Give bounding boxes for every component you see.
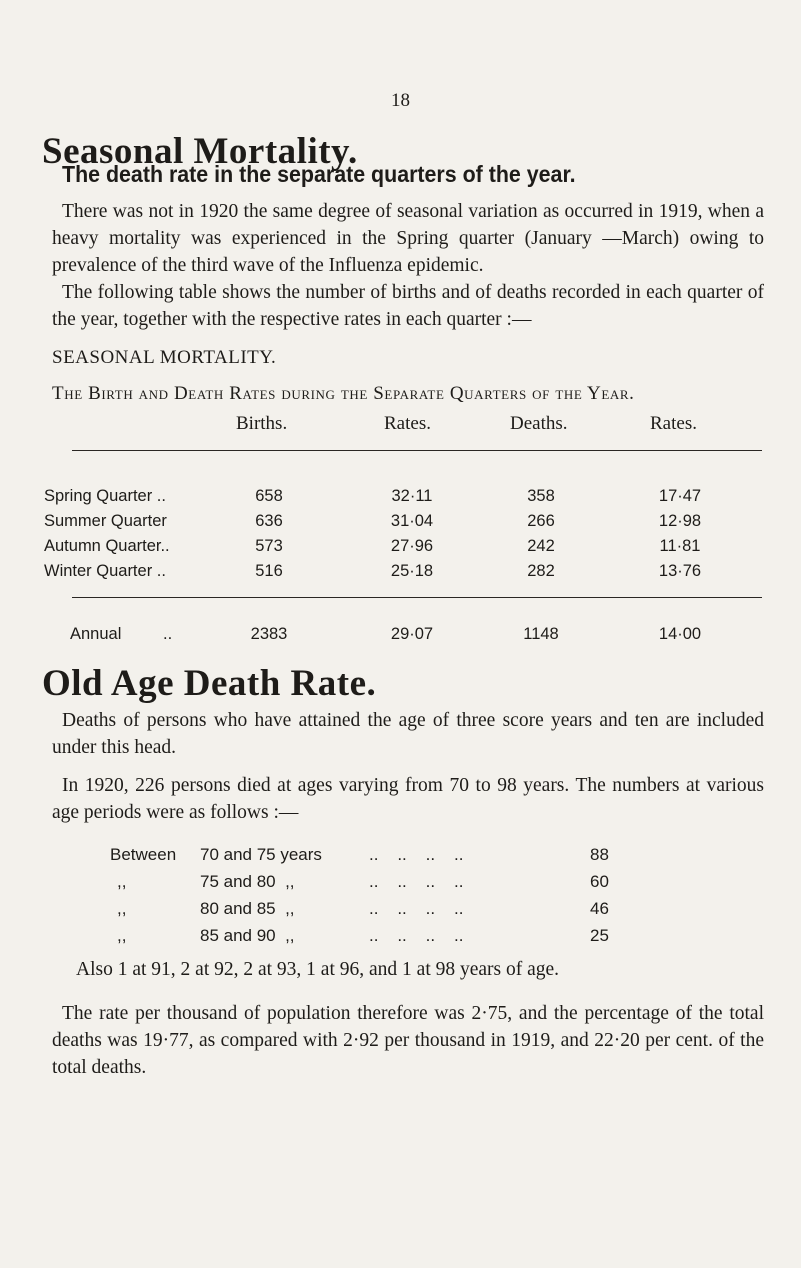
age-range: 75 and 80 ,, — [200, 872, 295, 891]
deaths-cell: 242 — [527, 537, 555, 555]
births-cell: 516 — [255, 562, 283, 580]
leader-dots: .. .. .. .. — [369, 926, 464, 945]
row-label: Spring Quarter .. — [44, 487, 166, 505]
paragraph-table-intro: The following table shows the number of births and of deaths recorded in each quarter of the year, together with the respective rates in each quarter :— — [52, 282, 764, 330]
paragraph-rate-summary: The rate per thousand of population therefore was 2·75, and the percentage of the total deaths was 19·77, as compared with 2·92 per thousand in 1919, and 22·20 per cent. of the total deaths. — [52, 1003, 764, 1078]
total-births: 2383 — [250, 625, 288, 643]
age-range: 80 and 85 ,, — [200, 899, 295, 918]
age-count: 88 — [590, 845, 609, 864]
section-title-seasonal-mortality: Seasonal Mortality. — [42, 131, 358, 172]
deaths-cell: 266 — [527, 512, 555, 530]
deaths-cell: 358 — [527, 487, 555, 505]
age-count: 25 — [590, 926, 609, 945]
age-count: 60 — [590, 872, 609, 891]
column-header-birth-rates: Rates. — [384, 413, 431, 434]
age-range: 85 and 90 ,, — [200, 926, 295, 945]
leader-dots: .. .. .. .. — [369, 872, 464, 891]
death-rate-cell: 11·81 — [659, 537, 701, 555]
section-title-old-age-death-rate: Old Age Death Rate. — [42, 663, 377, 704]
leader-dots: .. .. .. .. — [369, 899, 464, 918]
births-cell: 636 — [255, 512, 283, 530]
age-prefix: ,, — [117, 926, 127, 945]
table-rule-bottom — [72, 597, 762, 598]
age-prefix: ,, — [117, 899, 127, 918]
total-label: Annual — [70, 625, 122, 643]
table-rule-top — [72, 450, 762, 451]
row-label: Autumn Quarter.. — [44, 537, 170, 555]
section-subtitle: The death rate in the separate quarters of the year. — [62, 161, 576, 187]
table-caption: The Birth and Death Rates during the Separate Quarters of the Year. — [52, 383, 635, 404]
age-count: 46 — [590, 899, 609, 918]
death-rate-cell: 13·76 — [658, 562, 702, 580]
age-prefix: ,, — [117, 872, 127, 891]
row-label: Winter Quarter .. — [44, 562, 166, 580]
total-dots: .. — [163, 625, 173, 643]
table-title: SEASONAL MORTALITY. — [52, 347, 277, 368]
deaths-cell: 282 — [527, 562, 555, 580]
paragraph-age-periods-intro: In 1920, 226 persons died at ages varying from 70 to 98 years. The numbers at various age periods were as follows :— — [52, 775, 764, 823]
also-ages-line: Also 1 at 91, 2 at 92, 2 at 93, 1 at 96, and 1 at 98 years of age. — [76, 959, 560, 980]
column-header-births: Births. — [236, 413, 288, 434]
birth-rate-cell: 32·11 — [391, 487, 433, 505]
birth-rate-cell: 27·96 — [390, 537, 434, 555]
row-label: Summer Quarter — [44, 512, 167, 530]
page-number: 18 — [391, 90, 410, 111]
leader-dots: .. .. .. .. — [369, 845, 464, 864]
column-header-death-rates: Rates. — [650, 413, 697, 434]
age-prefix: Between — [110, 845, 177, 864]
birth-rate-cell: 25·18 — [390, 562, 434, 580]
births-cell: 658 — [255, 487, 283, 505]
age-range: 70 and 75 years — [200, 845, 322, 864]
paragraph-old-age-definition: Deaths of persons who have attained the age of three score years and ten are included under this head. — [52, 710, 764, 758]
births-cell: 573 — [255, 537, 283, 555]
death-rate-cell: 17·47 — [658, 487, 702, 505]
total-death-rate: 14·00 — [658, 625, 702, 643]
total-birth-rate: 29·07 — [390, 625, 434, 643]
column-header-deaths: Deaths. — [510, 413, 568, 434]
birth-rate-cell: 31·04 — [390, 512, 434, 530]
total-deaths: 1148 — [523, 625, 559, 643]
paragraph-seasonal-variation: There was not in 1920 the same degree of seasonal variation as occurred in 1919, when a heavy mortality was experienced in the Spring quarter (January —March) owing to prevalence of the third wave of the Influenza epidemic. — [52, 201, 764, 276]
death-rate-cell: 12·98 — [658, 512, 702, 530]
